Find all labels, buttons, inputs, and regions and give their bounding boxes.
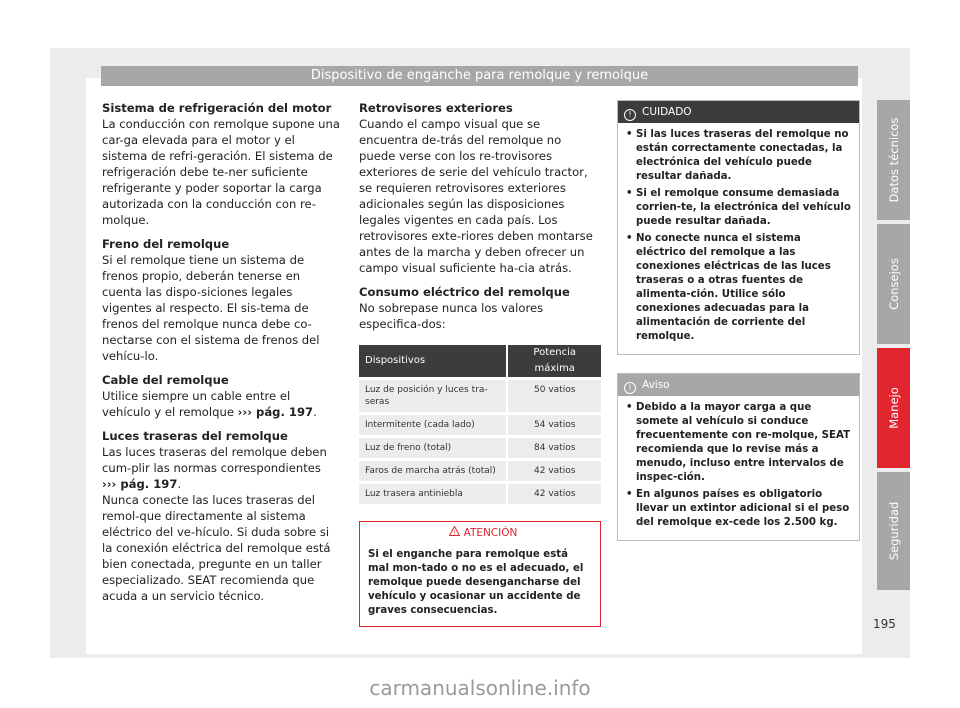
text-cable: Utilice siempre un cable entre el vehículo y el remolque ››› pág. 197. xyxy=(102,389,317,419)
tab-seguridad[interactable] xyxy=(877,472,910,590)
caution-list xyxy=(618,123,859,354)
heading-brake: Freno del remolque xyxy=(102,237,230,251)
svg-text:!: ! xyxy=(452,529,456,536)
text-cable-body: Utilice siempre un cable entre el vehículo y el remolque xyxy=(102,389,291,419)
table-header-devices: Dispositivos xyxy=(359,345,506,377)
exclamation-circle-icon: ! xyxy=(624,109,636,121)
table-row xyxy=(359,415,601,435)
column-left xyxy=(102,100,342,604)
caution-box-header xyxy=(618,101,859,123)
notice-title: Aviso xyxy=(642,379,670,391)
table-cell-power: 54 vatios xyxy=(506,415,601,435)
page-ref-link[interactable]: ››› pág. 197 xyxy=(237,405,314,419)
text-brake: Si el remolque tiene un sistema de frenos propio, deberán tenerse en cuenta las dispo-siciones legales vigentes al respecto. El sis-tema de frenos del remolque nunca debe co-nectarse con el sistema de frenos del vehícu-lo. xyxy=(102,253,320,363)
table-cell-device: Intermitente (cada lado) xyxy=(359,415,506,435)
warning-text: Si el enganche para remolque está mal mon-tado o no es el adecuado, el remolque puede desengancharse del vehículo y ocasionar un accidente de graves consecuencias. xyxy=(368,549,584,616)
table-row xyxy=(359,461,601,481)
table-header-power: Potencia máxima xyxy=(506,345,601,377)
text-rear-lights-2: Nunca conecte las luces traseras del remol-que directamente al sistema eléctrico del ve-hículo. Si duda sobre si la conexión eléctrica del remolque está bien conectada, pregunte en un taller especializado. SEAT recomienda que acuda a un servicio técnico. xyxy=(102,493,331,603)
tab-consejos[interactable] xyxy=(877,224,910,344)
list-item: • No conecte nunca el sistema eléctrico del remolque a las conexiones eléctricas de las luces traseras o a otras fuentes de alimenta-ción. Utilice sólo conexiones adecuadas para la alimentación de corriente del remolque. xyxy=(626,232,851,344)
heading-rear-lights: Luces traseras del remolque xyxy=(102,429,288,443)
tab-label: Datos técnicos xyxy=(886,117,901,203)
table-cell-power: 42 vatios xyxy=(506,461,601,481)
section-header: Dispositivo de enganche para remolque y remolque xyxy=(101,66,858,86)
text-mirrors: Cuando el campo visual que se encuentra de-trás del remolque no puede verse con los re-trovisores exteriores de serie del vehículo tractor, se requieren retrovisores exteriores adicionales según las disposiciones legales vigentes en cada país. Los retrovisores exte-riores deben montarse antes de la marcha y deben ofrecer un campo visual suficiente ha-cia atrás. xyxy=(359,117,593,275)
table-row xyxy=(359,380,601,412)
table-row xyxy=(359,484,601,504)
heading-consumption: Consumo eléctrico del remolque xyxy=(359,285,570,299)
warning-title: ATENCIÓN xyxy=(463,527,518,539)
watermark-footer: carmanualsonline.info xyxy=(369,676,591,700)
page-number: 195 xyxy=(873,617,896,631)
table-row xyxy=(359,438,601,458)
table-cell-device: Faros de marcha atrás (total) xyxy=(359,461,506,481)
caution-box xyxy=(617,100,860,355)
warning-box-header xyxy=(360,522,600,544)
list-item: • Debido a la mayor carga a que somete al vehículo si conduce frecuentemente con re-molque, SEAT recomienda que lo revise más a menudo, incluso entre intervalos de inspec-ción. xyxy=(626,401,851,485)
info-icon: i xyxy=(624,382,636,394)
tab-manejo[interactable] xyxy=(877,348,910,468)
tab-label: Consejos xyxy=(886,258,901,310)
table-cell-device: Luz trasera antiniebla xyxy=(359,484,506,504)
text-consumption: No sobrepase nunca los valores especifica-dos: xyxy=(359,301,544,331)
text-cooling: La conducción con remolque supone una car-ga elevada para el motor y el sistema de refri-geración. El sistema de refrigeración debe te-ner suficiente refrigerante y poder soportar la carga autorizada con la conducción con re-molque. xyxy=(102,117,340,227)
list-item: • En algunos países es obligatorio llevar un extintor adicional si el peso del remolque ex-cede los 2.500 kg. xyxy=(626,488,851,530)
heading-mirrors: Retrovisores exteriores xyxy=(359,101,513,115)
tab-label: Manejo xyxy=(886,387,901,429)
power-table xyxy=(359,342,601,507)
notice-box-header xyxy=(618,374,859,396)
table-cell-power: 42 vatios xyxy=(506,484,601,504)
tab-datos-tecnicos[interactable] xyxy=(877,100,910,220)
column-right xyxy=(617,100,860,541)
caution-title: CUIDADO xyxy=(642,106,692,118)
table-cell-device: Luz de posición y luces tra-seras xyxy=(359,380,506,412)
heading-cable: Cable del remolque xyxy=(102,373,229,387)
warning-box xyxy=(359,521,601,627)
text-rear-lights-body: Las luces traseras del remolque deben cum-plir las normas correspondientes xyxy=(102,445,327,475)
list-item: • Si las luces traseras del remolque no están correctamente conectadas, la electrónica del vehículo puede resultar dañada. xyxy=(626,128,851,184)
table-cell-power: 84 vatios xyxy=(506,438,601,458)
column-middle xyxy=(359,100,601,627)
notice-box xyxy=(617,373,860,541)
heading-cooling: Sistema de refrigeración del motor xyxy=(102,101,332,115)
text-rear-lights: Las luces traseras del remolque deben cum-plir las normas correspondientes ››› pág. 197. xyxy=(102,445,327,491)
table-cell-power: 50 vatios xyxy=(506,380,601,412)
table-cell-device: Luz de freno (total) xyxy=(359,438,506,458)
list-item: • Si el remolque consume demasiada corrien-te, la electrónica del vehículo puede resultar dañada. xyxy=(626,187,851,229)
page-ref-link[interactable]: ››› pág. 197 xyxy=(102,477,178,491)
warning-triangle-icon xyxy=(449,522,460,544)
tab-label: Seguridad xyxy=(886,501,901,561)
notice-list xyxy=(618,396,859,540)
